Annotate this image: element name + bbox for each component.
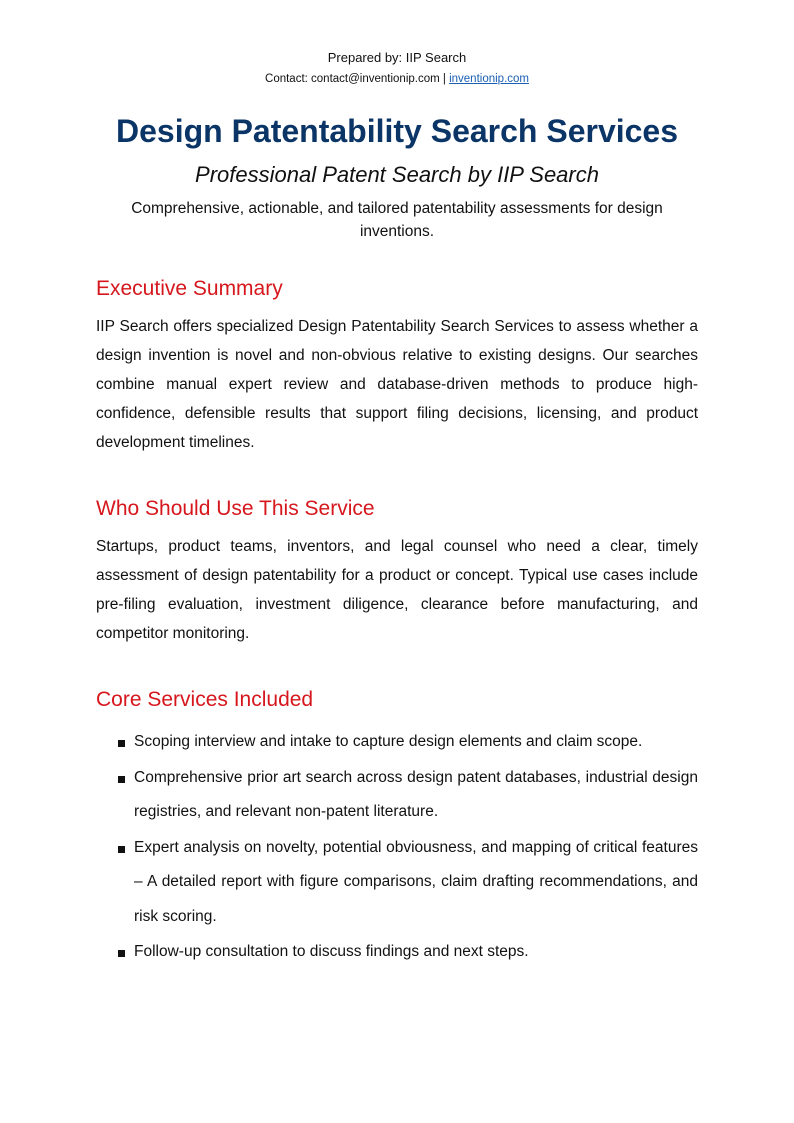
website-link[interactable]: inventionip.com [449,73,529,85]
page-subtitle: Professional Patent Search by IIP Search [195,162,599,187]
contact-text: Contact: contact@inventionip.com | [265,73,450,85]
bullet-square-icon [118,950,125,957]
section-heading: Core Services Included [96,688,314,711]
section-body: Startups, product teams, inventors, and legal counsel who need a clear, timely assessment of design patentability for a product or concept. Typical use cases include pre-filing evaluation, investment diligence, clearance before manufacturing, and competitor monitoring. [96,538,698,642]
bullet-square-icon [118,776,125,783]
section-body: IIP Search offers specialized Design Patentability Search Services to assess whether a design invention is novel and non-obvious relative to existing designs. Our searches combine manual expert review and database-driven methods to produce high-confidence, defensible results that support filing decisions, licensing, and product development timelines. [96,318,698,451]
list-item [118,761,698,830]
contact-line [96,72,698,87]
list-item-text: Comprehensive prior art search across design patent databases, industrial design registries, and relevant non-patent literature. [134,768,698,820]
prepared-by: Prepared by: IIP Search [327,50,467,65]
section-executive-summary [96,275,698,457]
section-heading: Who Should Use This Service [96,497,375,520]
bullet-square-icon [118,846,125,853]
section-core-services [96,686,698,970]
list-item-text: Scoping interview and intake to capture design elements and claim scope. [134,733,643,750]
services-list [96,725,698,970]
section-who-should-use [96,495,698,648]
list-item [118,935,698,970]
list-item [118,831,698,935]
list-item-text: Follow-up consultation to discuss findings and next steps. [134,943,529,960]
page-title: Design Patentability Search Services [115,113,679,149]
tagline: Comprehensive, actionable, and tailored patentability assessments for design inventions. [131,200,663,240]
section-heading: Executive Summary [96,277,283,300]
list-item-text: Expert analysis on novelty, potential obviousness, and mapping of critical features – A detailed report with figure comparisons, claim drafting recommendations, and risk scoring. [134,838,698,925]
document-page [96,0,698,971]
bullet-square-icon [118,740,125,747]
list-item [118,725,698,760]
